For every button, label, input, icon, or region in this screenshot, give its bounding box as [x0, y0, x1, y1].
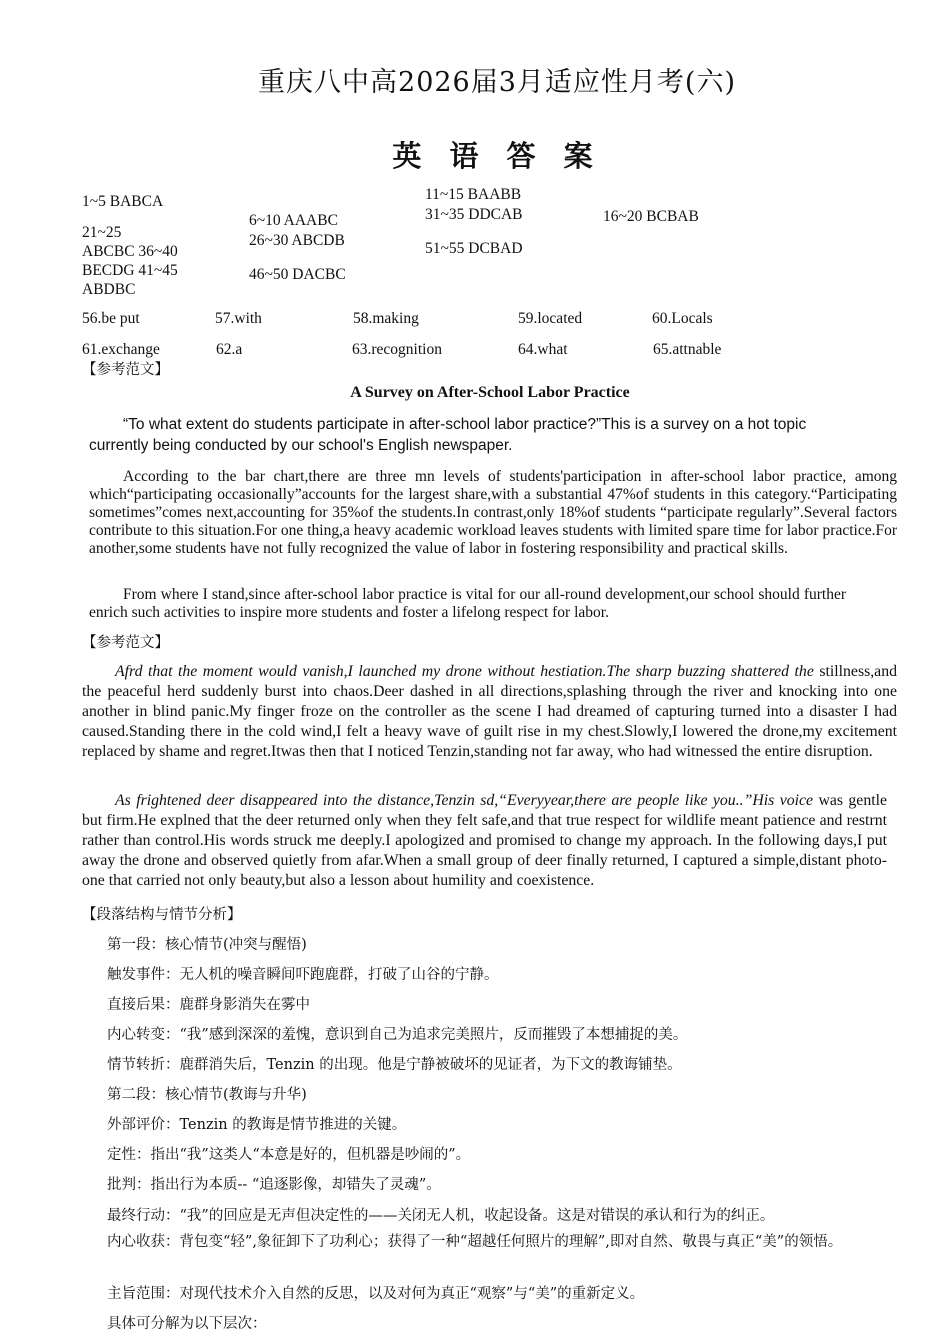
- essay1-paragraph-2: According to the bar chart,there are three mn levels of students'participation in after-school labor practice, among which“participating occasionally”accounts for the largest share,with a substantial 47%of students in this category.“Participating sometimes”comes next,accounting for 35%of the students.In contrast,only 18%of students “participate regularly”.Several factors contribute to this situation.For one thing,a heavy academic workload leaves students with limited spare time for labor practice.For another,some students have not fully recognized the value of labor in fostering responsibility and practical skills.: [89, 468, 897, 557]
- fill-answer: 62.a: [216, 341, 243, 358]
- answer-block-46: 46~50 DACBC: [249, 266, 346, 283]
- page-title: 重庆八中高2026届3月适应性月考(六): [258, 67, 736, 98]
- fill-answer: 63.recognition: [352, 341, 442, 358]
- section-label: 【参考范文】: [82, 362, 169, 378]
- essay1-paragraph-3: From where I stand,since after-school labor practice is vital for our all-round development,our school should further enrich such activities to inspire more students and foster a lifelong respect for labor.: [89, 586, 846, 621]
- subject-heading: 英 语 答 案: [392, 139, 602, 173]
- fill-answer: 64.what: [518, 341, 568, 358]
- essay2-paragraph-2: As frightened deer disappeared into the distance,Tenzin sd,“Everyyear,there are people like you..”His voice was gentle but firm.He explned that the deer returned only when they felt safe,and that true respect for wildlife meant patience and restrnt rather than control.His words struck me deeply.I apologized and promised to change my approach. In the following days,I put away the drone and observed quietly from afar.When a small group of deer finally returned, I captured a simple,distant photo-one that carried not only beauty,but also a lesson about humility and coexistence.: [82, 792, 888, 889]
- analysis-line: 情节转折：鹿群消失后，Tenzin 的出现。他是宁静被破坏的见证者，为下文的教诲铺垫。: [107, 1057, 682, 1073]
- analysis-line: 内心转变：“我”感到深深的羞愧，意识到自己为追求完美照片，反而摧毁了本想捕捉的美。: [107, 1027, 688, 1043]
- answer-block-16: 16~20 BCBAB: [603, 208, 699, 225]
- answer-block-21: 21~25 ABCBC 36~40 BECDG 41~45 ABDBC: [82, 224, 178, 298]
- analysis-line: 第一段：核心情节(冲突与醒悟): [107, 937, 307, 953]
- essay2-paragraph-1: Afrd that the moment would vanish,I launched my drone without hestiation.The sharp buzzing shattered the stillness,and the peaceful herd suddenly burst into chaos.Deer dashed in all directions,splashing through the river and knocking into one another in blind panic.My finger froze on the controller as the scene I had dreamed of capturing turned into a disaster I had caused.Standing there in the cold wind,I felt a heavy wave of guilt rise in my chest.Slowly,I lowered the drone,my excitement replaced by shame and regret.Itwas then that I noticed Tenzin,standing not far away, who had witnessed the entire disruption.: [82, 663, 897, 760]
- answer-block-31: 31~35 DDCAB: [425, 206, 523, 223]
- analysis-line: 第二段：核心情节(教诲与升华): [107, 1087, 307, 1103]
- answer-block-1: 1~5 BABCA: [82, 193, 164, 210]
- analysis-line: 定性：指出“我”这类人“本意是好的，但机器是吵闹的”。: [107, 1147, 471, 1163]
- analysis-line: 触发事件：无人机的噪音瞬间吓跑鹿群，打破了山谷的宁静。: [107, 967, 499, 983]
- essay1-paragraph-1: “To what extent do students participate in after-school labor practice?”This is a survey on a hot topic currently being conducted by our school's English newspaper.: [89, 416, 807, 454]
- analysis-line: 批判：指出行为本质-- “追逐影像，却错失了灵魂”。: [107, 1177, 441, 1193]
- fill-answer: 59.located: [518, 310, 583, 327]
- answer-block-11: 11~15 BAABB: [425, 186, 522, 203]
- analysis-heading: 【段落结构与情节分析】: [82, 907, 242, 923]
- answer-block-26: 26~30 ABCDB: [249, 232, 345, 249]
- fill-answer: 57.with: [215, 310, 262, 327]
- fill-answer: 58.making: [353, 310, 419, 327]
- analysis-line: 内心收获：背包变“轻”,象征卸下了功利心；获得了一种“超越任何照片的理解”,即对自然、敬畏与真正“美”的领悟。: [107, 1234, 843, 1250]
- fill-answer: 56.be put: [82, 310, 140, 327]
- fill-answer: 65.attnable: [653, 341, 722, 358]
- analysis-line: 直接后果：鹿群身影消失在雾中: [107, 997, 310, 1013]
- section-label: 【参考范文】: [82, 635, 169, 651]
- analysis-line: 外部评价：Tenzin 的教诲是情节推进的关键。: [107, 1117, 407, 1133]
- analysis-line: 主旨范围：对现代技术介入自然的反思，以及对何为真正“观察”与“美”的重新定义。: [107, 1286, 645, 1302]
- essay-title: A Survey on After-School Labor Practice: [350, 384, 630, 401]
- fill-answer: 61.exchange: [82, 341, 160, 358]
- analysis-line: 具体可分解为以下层次：: [107, 1316, 267, 1332]
- analysis-line: 最终行动：“我”的回应是无声但决定性的——关闭无人机，收起设备。这是对错误的承认和行为的纠正。: [107, 1208, 775, 1224]
- answer-block-51: 51~55 DCBAD: [425, 240, 523, 257]
- answer-block-6: 6~10 AAABC: [249, 212, 338, 229]
- fill-answer: 60.Locals: [652, 310, 713, 327]
